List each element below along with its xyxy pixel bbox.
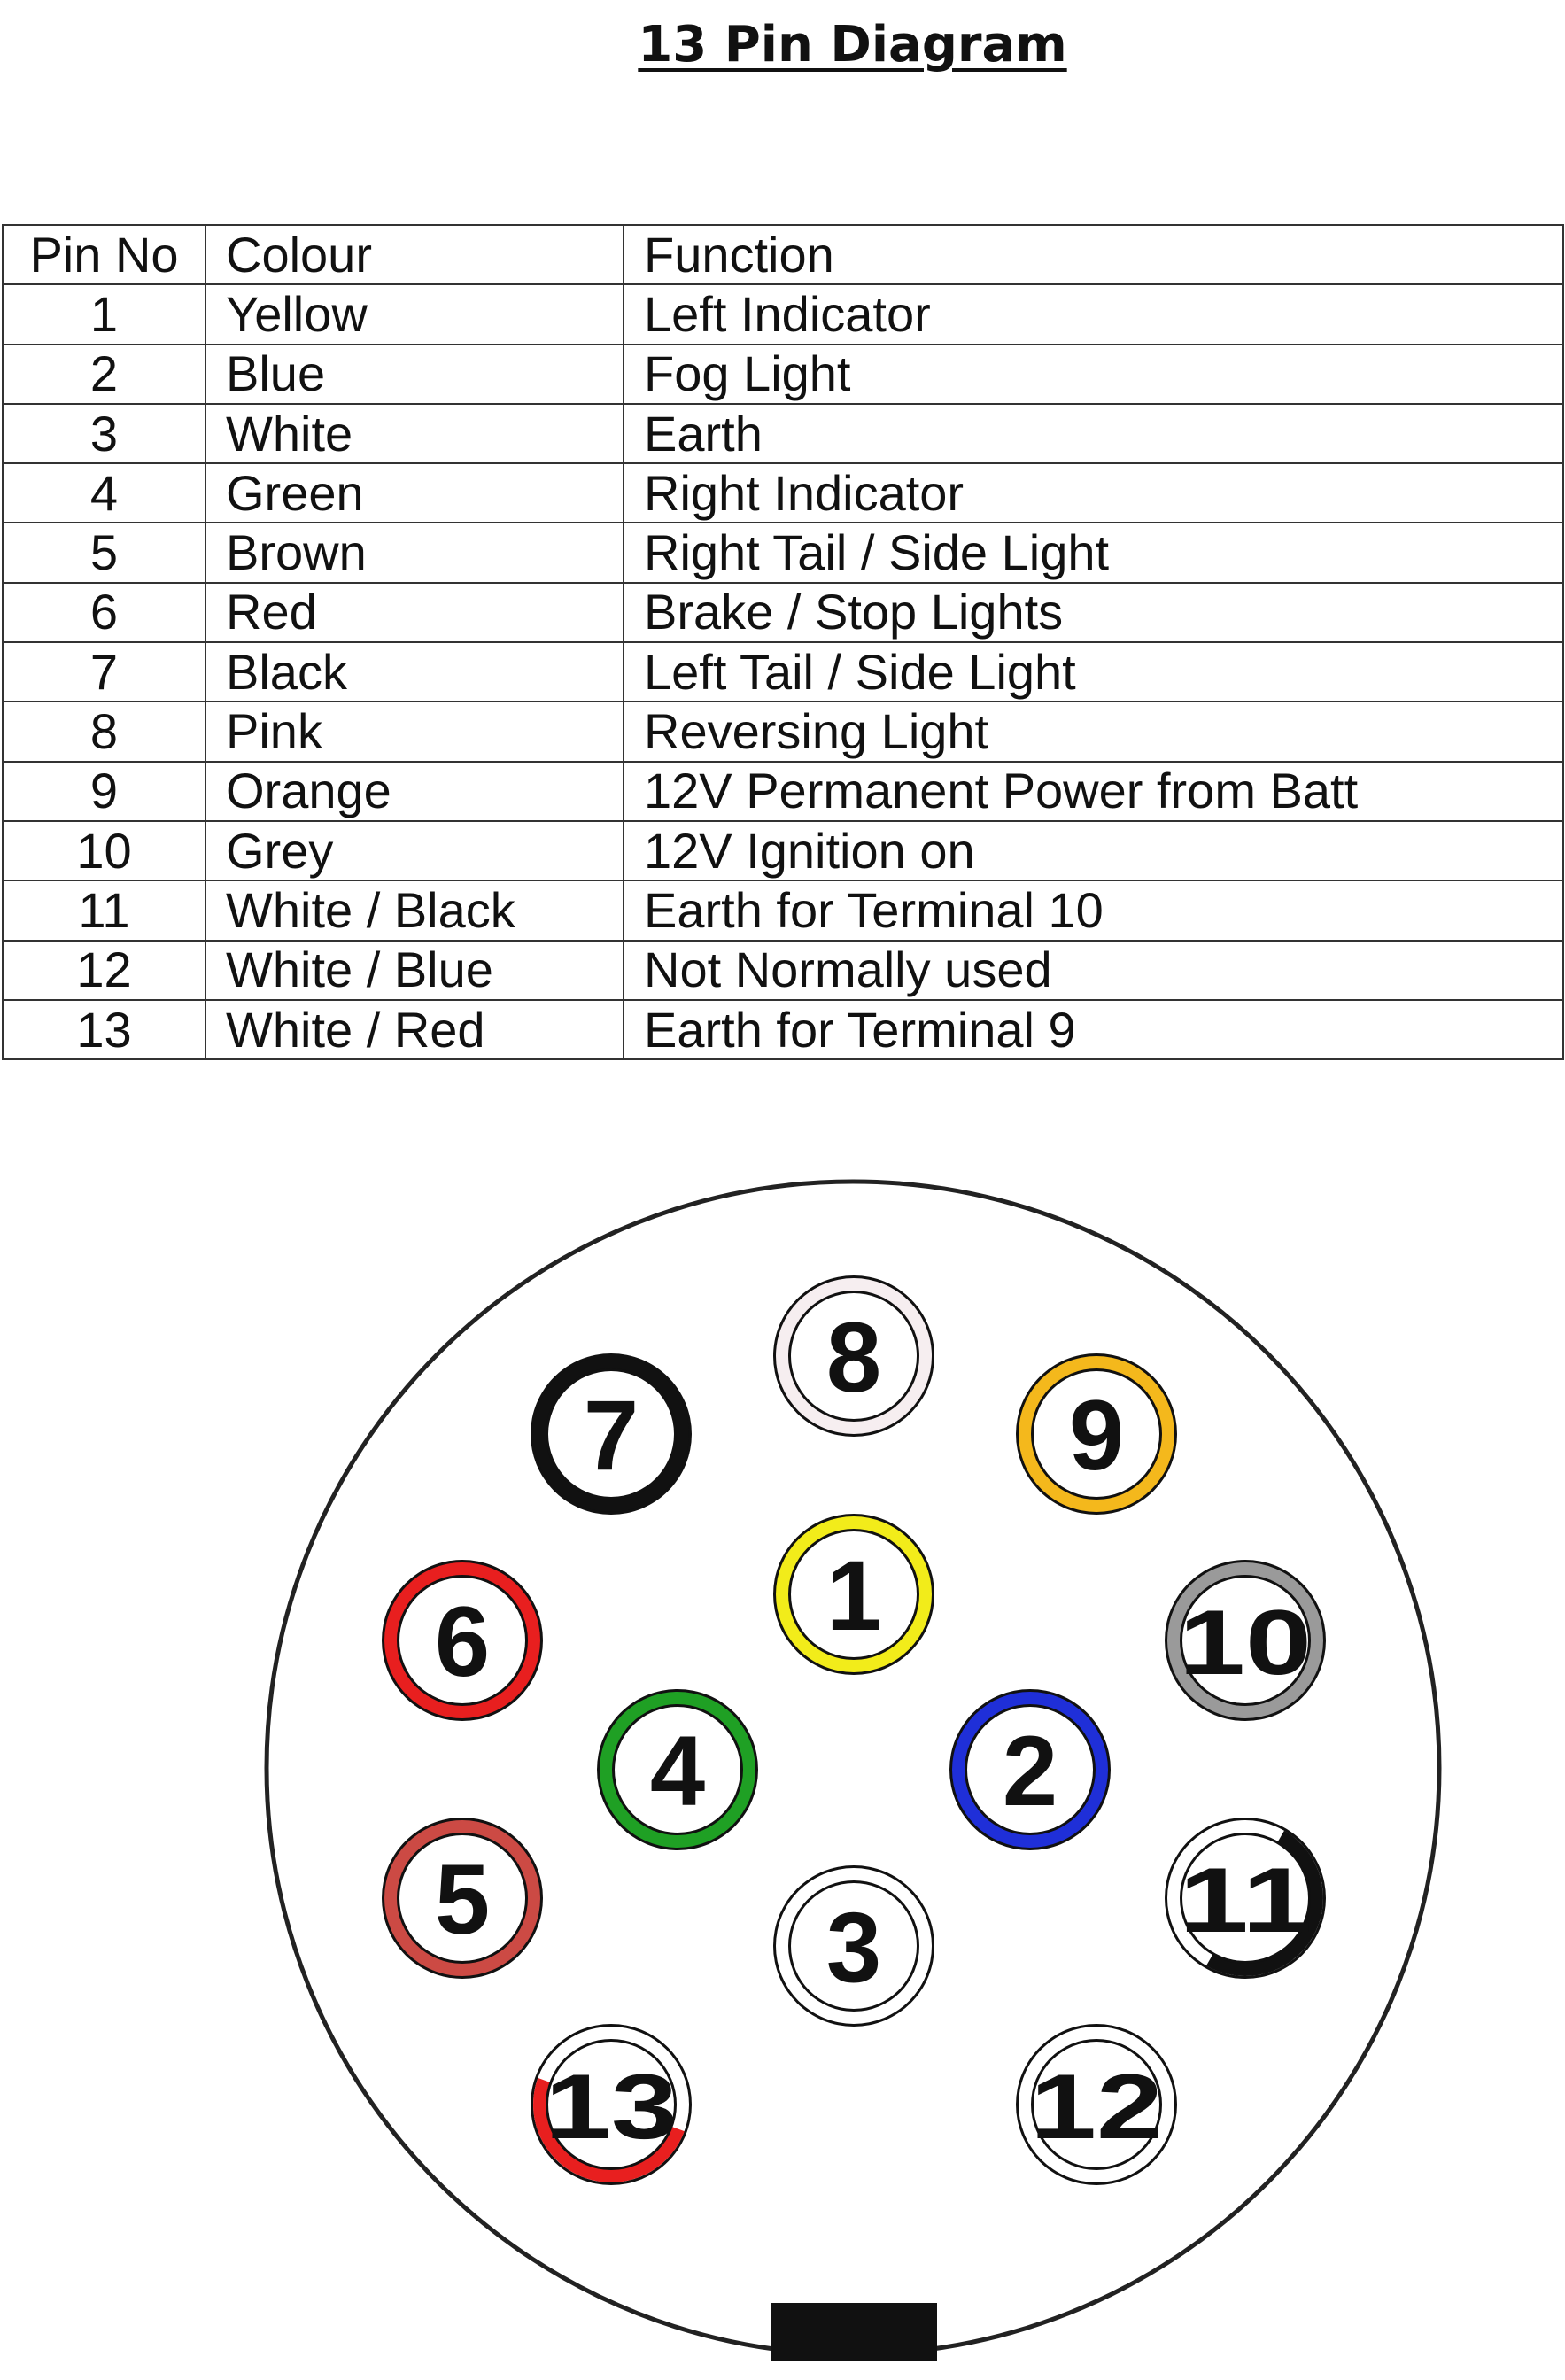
pin-number-cell: 7 xyxy=(3,642,205,702)
colour-cell: Blue xyxy=(205,345,624,404)
table-row xyxy=(3,880,1563,940)
function-cell: Earth for Terminal 10 xyxy=(624,880,1563,940)
colour-cell: Green xyxy=(205,463,624,523)
colour-cell: Grey xyxy=(205,821,624,880)
pin-number-cell: 4 xyxy=(3,463,205,523)
function-cell: Left Tail / Side Light xyxy=(624,642,1563,702)
pin-number-label: 6 xyxy=(434,1586,491,1697)
pin-10 xyxy=(1165,1560,1326,1721)
function-cell: Right Indicator xyxy=(624,463,1563,523)
table-row xyxy=(3,345,1563,404)
function-cell: Earth for Terminal 9 xyxy=(624,1000,1563,1059)
colour-cell: Yellow xyxy=(205,284,624,344)
table-row xyxy=(3,404,1563,463)
pin-12 xyxy=(1016,2024,1177,2185)
pin-9 xyxy=(1016,1353,1177,1515)
table-row xyxy=(3,583,1563,642)
table-header-row xyxy=(3,225,1563,284)
pin-number-cell: 3 xyxy=(3,404,205,463)
function-cell: Right Tail / Side Light xyxy=(624,523,1563,582)
pin-6 xyxy=(382,1560,543,1721)
table-row xyxy=(3,941,1563,1000)
pin-number-cell: 1 xyxy=(3,284,205,344)
pin-table xyxy=(2,224,1564,1060)
colour-cell: White / Blue xyxy=(205,941,624,1000)
colour-cell: White / Black xyxy=(205,880,624,940)
colour-cell: White / Red xyxy=(205,1000,624,1059)
table-row xyxy=(3,642,1563,702)
connector-socket-diagram xyxy=(0,1151,1565,2380)
socket-locating-key xyxy=(771,2303,937,2361)
header-pin-no: Pin No xyxy=(3,225,205,284)
pin-number-cell: 13 xyxy=(3,1000,205,1059)
pin-7 xyxy=(531,1353,692,1515)
table-row xyxy=(3,821,1563,880)
header-colour: Colour xyxy=(205,225,624,284)
header-function: Function xyxy=(624,225,1563,284)
table-row xyxy=(3,284,1563,344)
pin-11 xyxy=(1165,1818,1326,1979)
pin-number-cell: 2 xyxy=(3,345,205,404)
table-row xyxy=(3,702,1563,761)
pin-number-cell: 5 xyxy=(3,523,205,582)
pin-number-label: 2 xyxy=(1002,1716,1058,1826)
pin-4 xyxy=(597,1689,758,1850)
pin-8 xyxy=(773,1275,934,1437)
pin-number-label: 8 xyxy=(825,1302,882,1413)
table-row xyxy=(3,523,1563,582)
colour-cell: Pink xyxy=(205,702,624,761)
colour-cell: Black xyxy=(205,642,624,702)
function-cell: Not Normally used xyxy=(624,941,1563,1000)
colour-cell: Brown xyxy=(205,523,624,582)
pin-number-cell: 6 xyxy=(3,583,205,642)
pin-number-label: 11 xyxy=(1179,1849,1312,1952)
function-cell: Fog Light xyxy=(624,345,1563,404)
function-cell: Earth xyxy=(624,404,1563,463)
pin-number-cell: 12 xyxy=(3,941,205,1000)
pin-number-cell: 8 xyxy=(3,702,205,761)
table-row xyxy=(3,463,1563,523)
colour-cell: Orange xyxy=(205,762,624,821)
pin-number-cell: 9 xyxy=(3,762,205,821)
pin-number-label: 10 xyxy=(1179,1592,1312,1694)
table-row xyxy=(3,1000,1563,1059)
pin-5 xyxy=(382,1818,543,1979)
pin-number-label: 4 xyxy=(649,1716,706,1826)
pin-1 xyxy=(773,1514,934,1675)
function-cell: 12V Ignition on xyxy=(624,821,1563,880)
function-cell: Left Indicator xyxy=(624,284,1563,344)
pin-number-label: 13 xyxy=(545,2056,678,2159)
function-cell: Reversing Light xyxy=(624,702,1563,761)
table-row xyxy=(3,762,1563,821)
pin-number-label: 9 xyxy=(1068,1380,1125,1491)
pin-number-label: 5 xyxy=(434,1844,491,1955)
pin-13 xyxy=(531,2024,692,2185)
colour-cell: Red xyxy=(205,583,624,642)
pin-number-label: 1 xyxy=(825,1540,882,1651)
pin-number-label: 7 xyxy=(583,1380,639,1491)
page-title: 13 Pin Diagram xyxy=(638,16,1067,74)
pin-number-cell: 11 xyxy=(3,880,205,940)
pin-3 xyxy=(773,1865,934,2027)
pin-2 xyxy=(949,1689,1111,1850)
pin-number-cell: 10 xyxy=(3,821,205,880)
pin-number-label: 12 xyxy=(1030,2056,1163,2159)
pin-number-label: 3 xyxy=(825,1892,882,2003)
function-cell: Brake / Stop Lights xyxy=(624,583,1563,642)
colour-cell: White xyxy=(205,404,624,463)
function-cell: 12V Permanent Power from Batt xyxy=(624,762,1563,821)
